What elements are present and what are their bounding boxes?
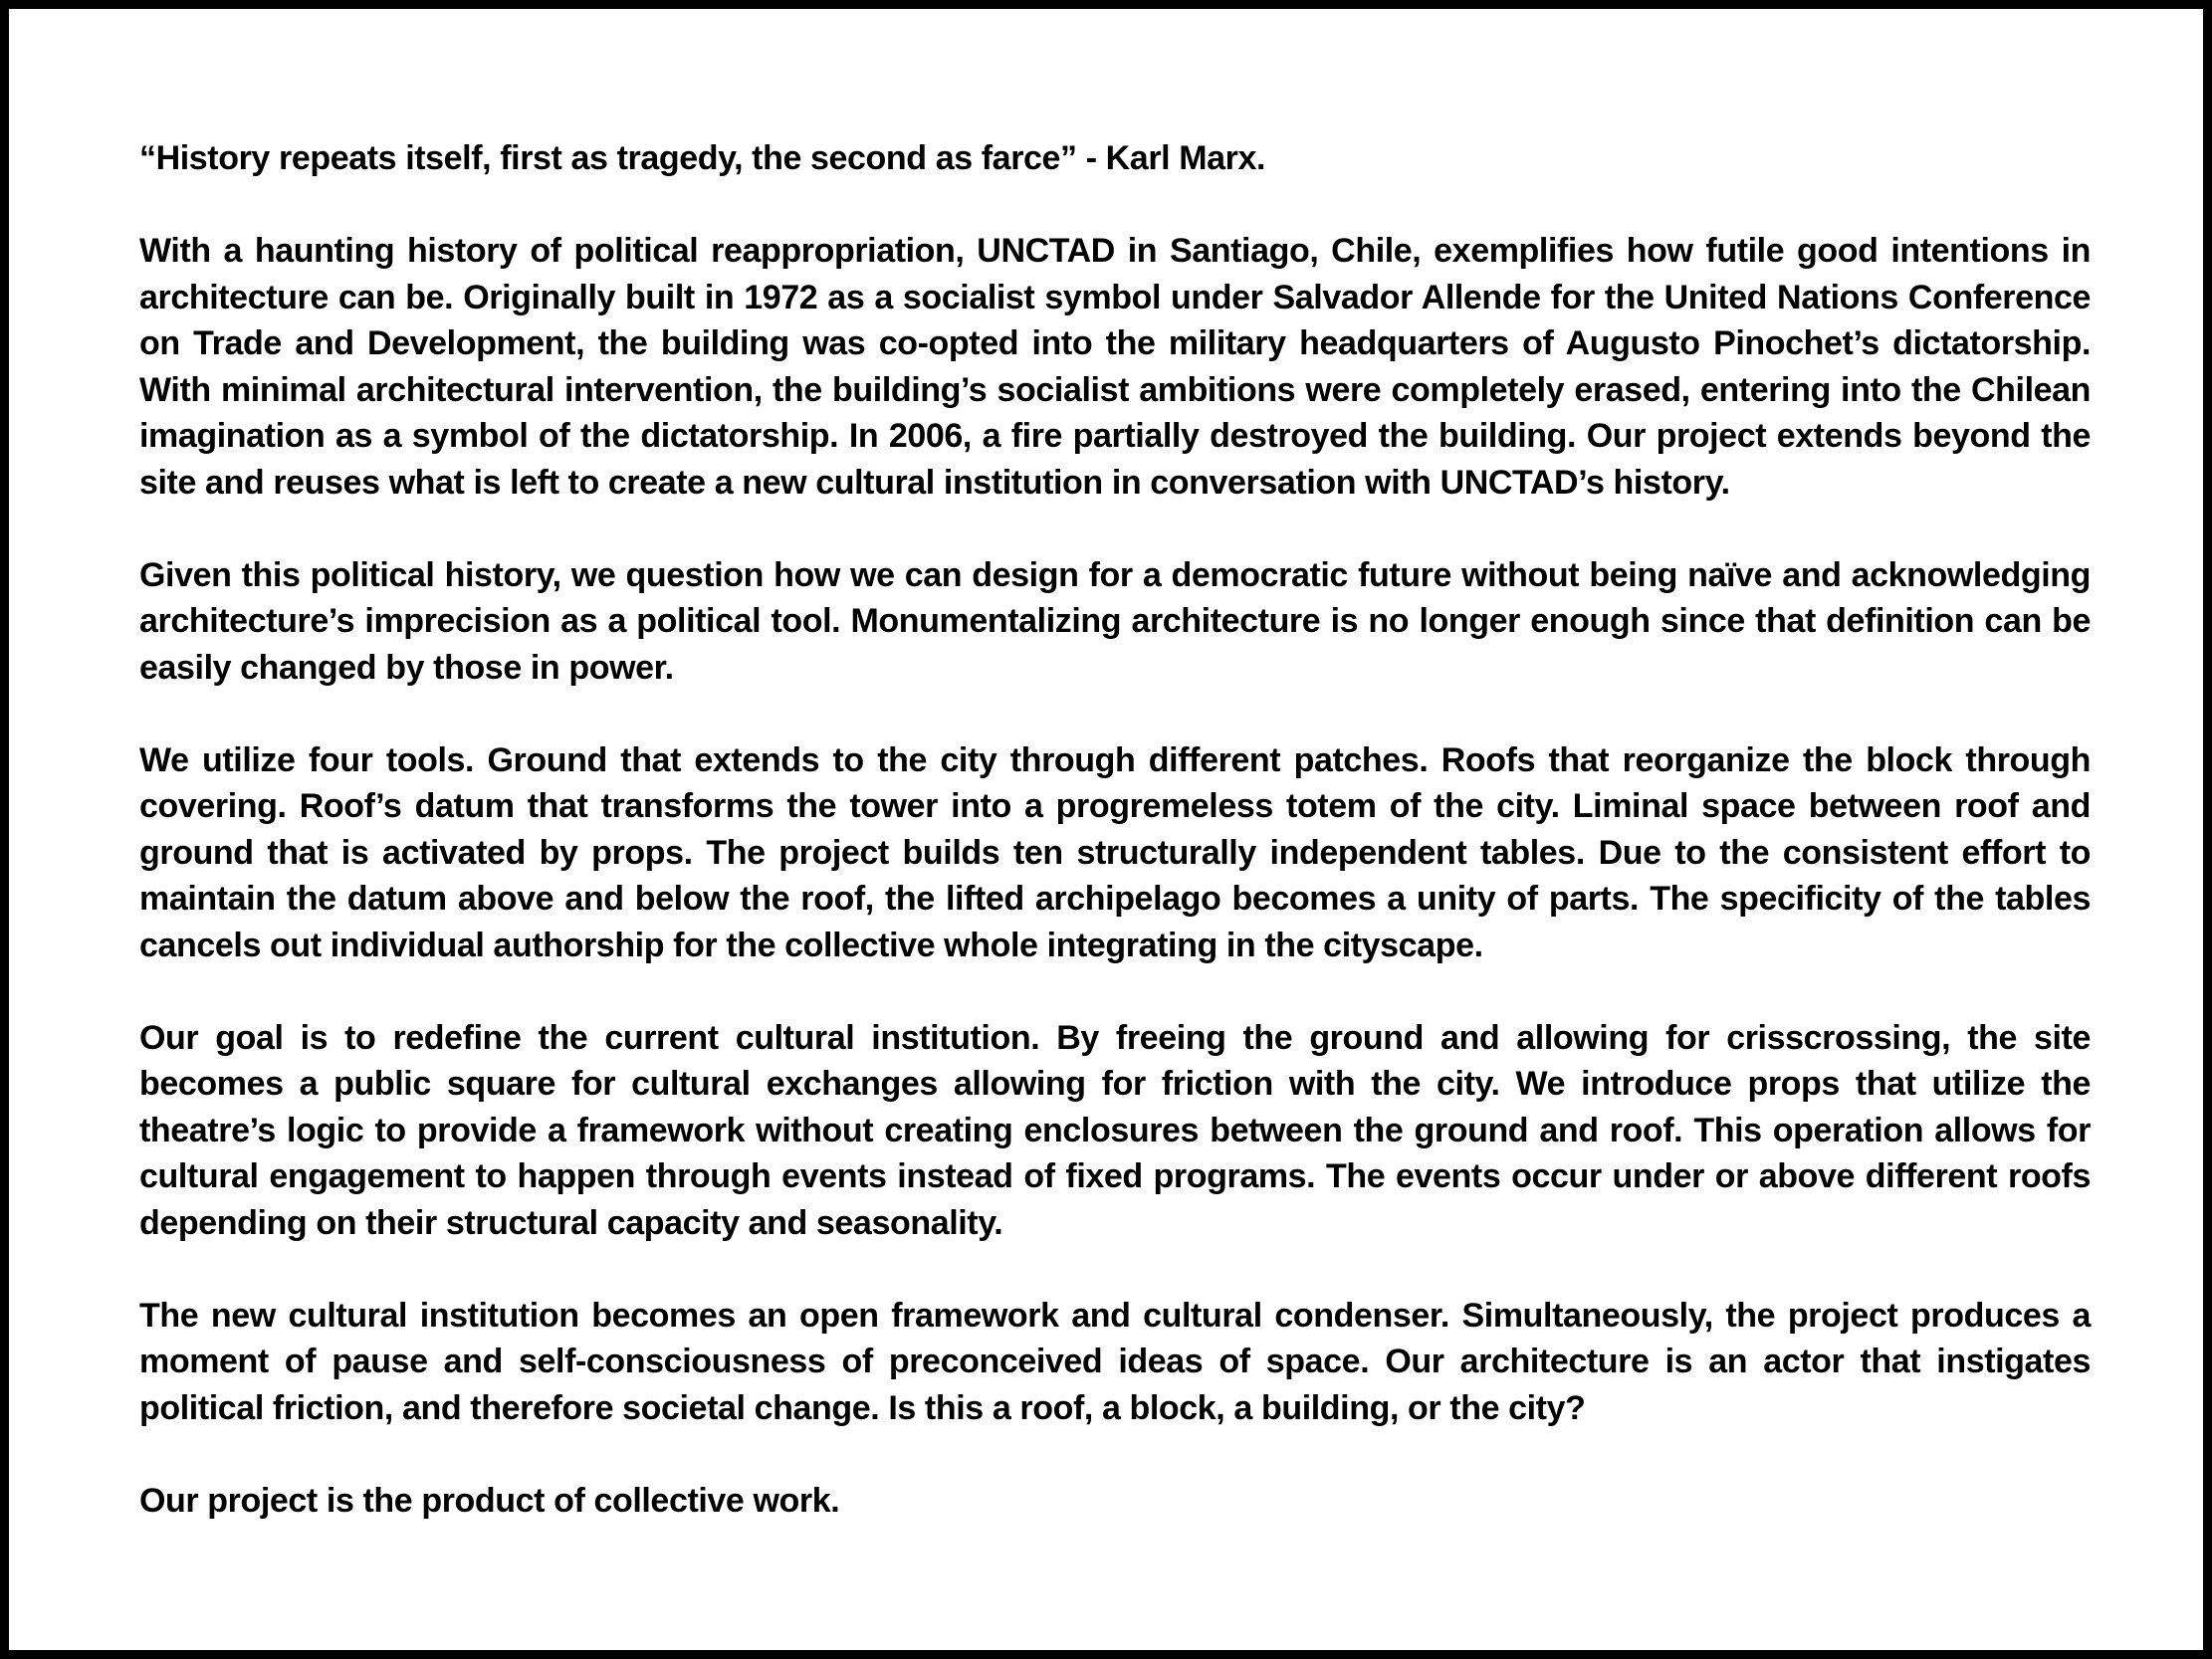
- paragraph-four-tools: We utilize four tools. Ground that extends to the city through different patches. Roofs that reorganize the block through covering. Roof’s datum that transforms the tower into a progremeless totem of the city. Liminal space between roof and ground that is activated by props. The project builds ten structurally independent tables. Due to the consistent effort to maintain the datum above and below the roof, the lifted archipelago becomes a unity of parts. The specificity of the tables cancels out individual authorship for the collective whole integrating in the cityscape.: [139, 740, 2091, 964]
- paragraph-unctad-history: With a haunting history of political reappropriation, UNCTAD in Santiago, Chile, exemplifies how futile good intentions in architecture can be. Originally built in 1972 as a socialist symbol under Salvador Allende for the United Nations Conference on Trade and Development, the building was co-opted into the military headquarters of Augusto Pinochet’s dictatorship. With minimal architectural intervention, the building’s socialist ambitions were completely erased, entering into the Chilean imagination as a symbol of the dictatorship. In 2006, a fire partially destroyed the building. Our project extends beyond the site and reuses what is left to create a new cultural institution in conversation with UNCTAD’s history.: [139, 232, 2091, 502]
- paragraph-political-question: Given this political history, we question how we can design for a democratic future without being naïve and acknowledging architecture’s imprecision as a political tool. Monumentalizing architecture is no longer enough since that definition can be easily changed by those in power.: [139, 555, 2091, 687]
- closing-statement: Our project is the product of collective work.: [139, 1481, 840, 1520]
- document-body: [139, 135, 2091, 1524]
- paragraph-new-institution: The new cultural institution becomes an open framework and cultural condenser. Simultaneously, the project produces a moment of pause and self-consciousness of preconceived ideas of space. Our architecture is an actor that instigates political friction, and therefore societal change. Is this a roof, a block, a building, or the city?: [139, 1296, 2091, 1427]
- paragraph-goal: Our goal is to redefine the current cultural institution. By freeing the ground and allowing for crisscrossing, the site becomes a public square for cultural exchanges allowing for friction with the city. We introduce props that utilize the theatre’s logic to provide a framework without creating enclosures between the ground and roof. This operation allows for cultural engagement to happen through events instead of fixed programs. The events occur under or above different roofs depending on their structural capacity and seasonality.: [139, 1018, 2091, 1242]
- epigraph-quote: “History repeats itself, first as tragedy, the second as farce” - Karl Marx.: [139, 139, 1266, 177]
